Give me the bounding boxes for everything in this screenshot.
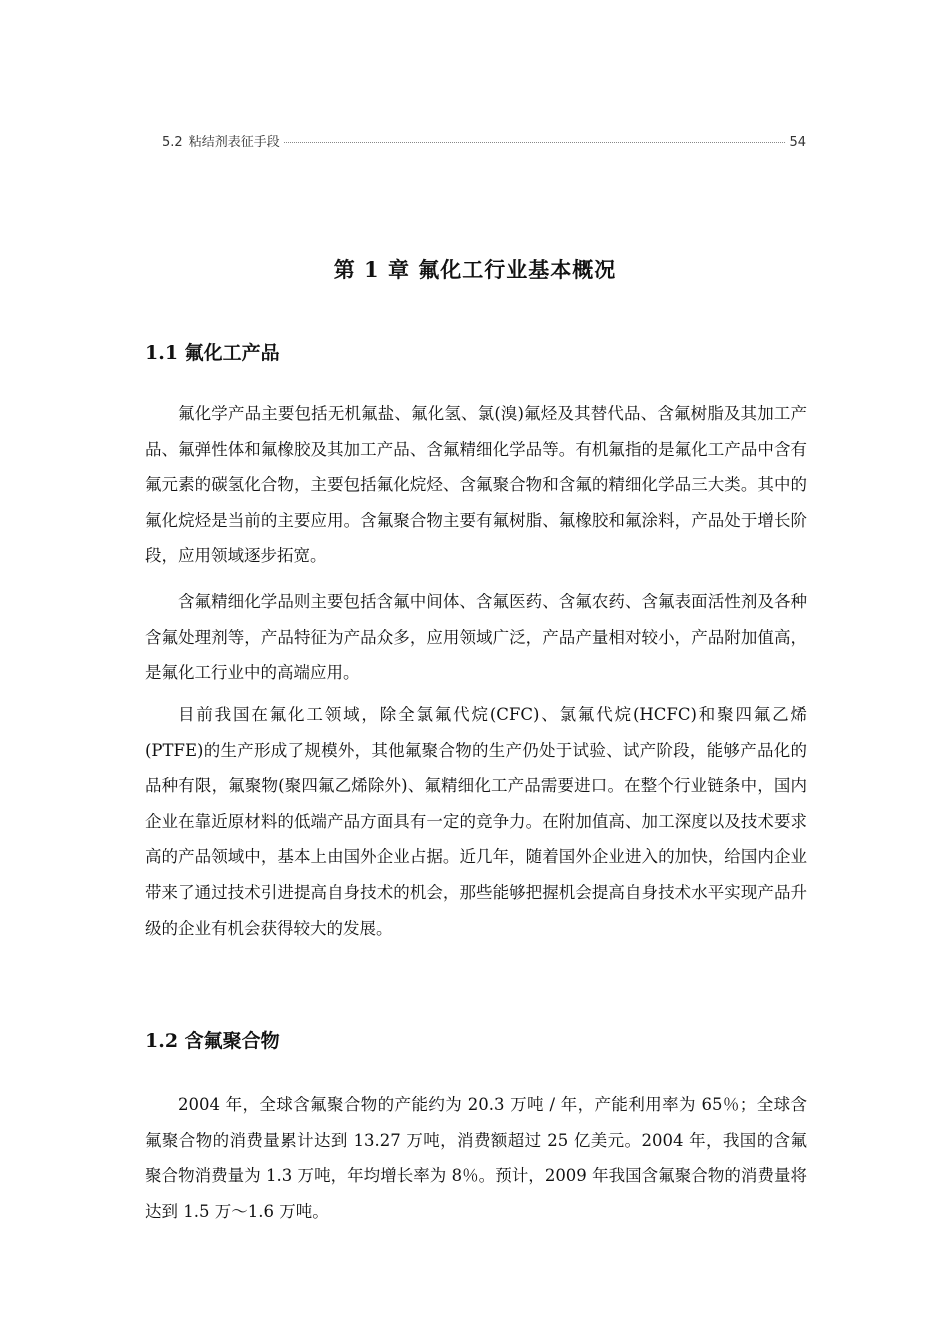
section-title-1-1: 1.1 氟化工产品 [145, 342, 280, 364]
toc-entry-number: 5.2 [162, 135, 183, 150]
paragraph-fine-chemicals: 含氟精细化学品则主要包括含氟中间体、含氟医药、含氟农药、含氟表面活性剂及各种含氟处理剂等，产品特征为产品众多，应用领域广泛，产品产量相对较小，产品附加值高，是氟化工行业中的高端应用。 [145, 592, 807, 683]
toc-entry-page: 54 [789, 135, 806, 150]
paragraph-polymer-consumption: 2004 年，全球含氟聚合物的产能约为 20.3 万吨 / 年，产能利用率为 65％；全球含氟聚合物的消费量累计达到 13.27 万吨，消费额超过 25 亿美元。2004 年，我国的含氟聚合物消费量为 1.3 万吨，年均增长率为 8％。预计，2009 年我国含氟聚合物的消费量将达到 1.5 万～1.6 万吨。 [145, 1095, 807, 1221]
toc-entry[interactable] [162, 131, 806, 151]
paragraph-domestic-status: 目前我国在氟化工领域，除全氯氟代烷(CFC)、氯氟代烷(HCFC)和聚四氟乙烯(PTFE)的生产形成了规模外，其他氟聚合物的生产仍处于试验、试产阶段，能够产品化的品种有限，氟聚物(聚四氟乙烯除外)、氟精细化工产品需要进口。在整个行业链条中，国内企业在靠近原材料的低端产品方面具有一定的竞争力。在附加值高、加工深度以及技术要求高的产品领域中，基本上由国外企业占据。近几年，随着国外企业进入的加快，给国内企业带来了通过技术引进提高自身技术的机会，那些能够把握机会提高自身技术水平实现产品升级的企业有机会获得较大的发展。 [145, 705, 807, 938]
toc-dot-leader [284, 142, 786, 143]
toc-entry-title: 粘结剂表征手段 [188, 135, 280, 150]
chapter-title: 第 1 章 氟化工行业基本概况 [333, 257, 617, 282]
section-title-1-2: 1.2 含氟聚合物 [145, 1030, 280, 1052]
paragraph-fluoro-products: 氟化学产品主要包括无机氟盐、氟化氢、氯(溴)氟烃及其替代品、含氟树脂及其加工产品、氟弹性体和氟橡胶及其加工产品、含氟精细化学品等。有机氟指的是氟化工产品中含有氟元素的碳氢化合物，主要包括氟化烷烃、含氟聚合物和含氟的精细化学品三大类。其中的氟化烷烃是当前的主要应用。含氟聚合物主要有氟树脂、氟橡胶和氟涂料，产品处于增长阶段，应用领域逐步拓宽。 [145, 404, 807, 566]
